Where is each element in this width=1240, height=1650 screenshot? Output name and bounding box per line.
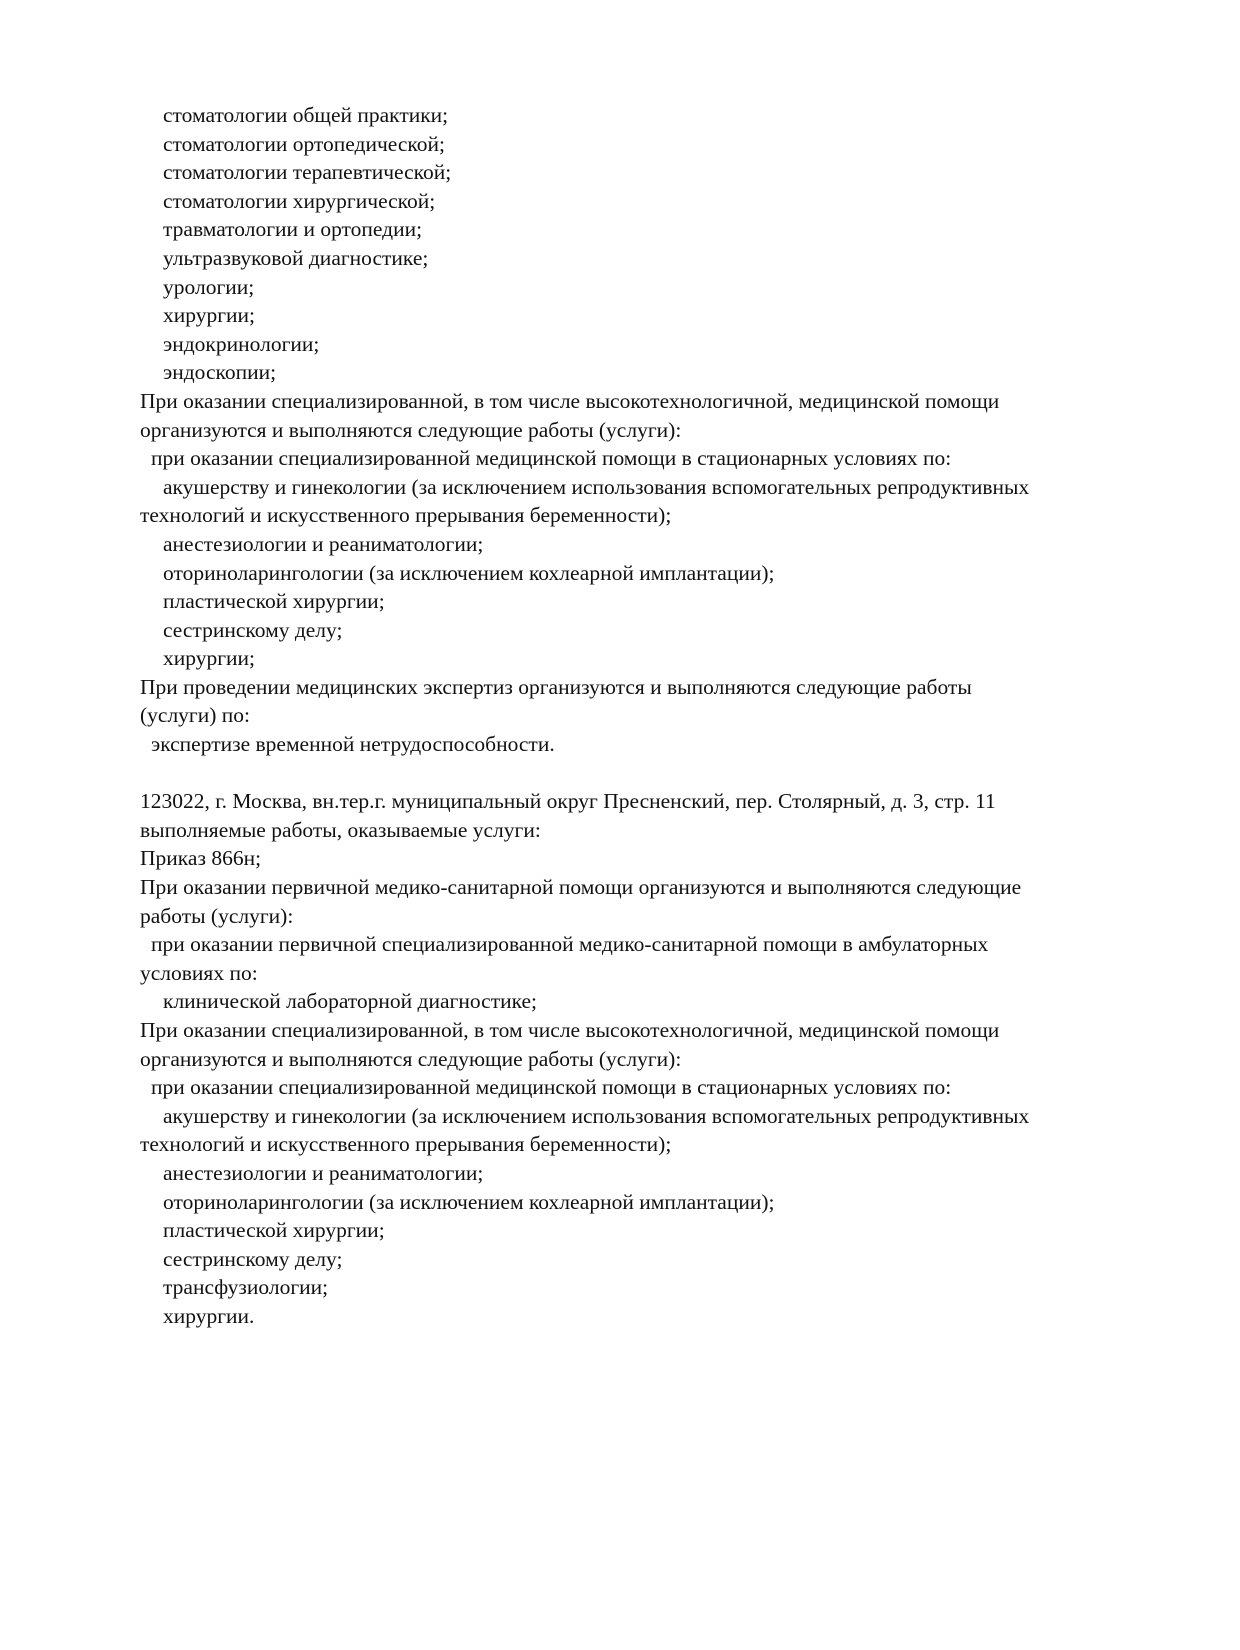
expertise-item: экспертизе временной нетрудоспособности. (151, 732, 555, 757)
list-item: хирургии. (163, 1303, 255, 1328)
inpatient-subheading: при оказании специализированной медицинской помощи в стационарных условиях по: (151, 446, 952, 471)
list-item: трансфузиологии; (163, 1275, 329, 1300)
list-item: эндоскопии; (163, 360, 277, 385)
list-item: сестринскому делу; (163, 617, 343, 642)
list-item: стоматологии терапевтической; (163, 160, 452, 185)
list-item: стоматологии ортопедической; (163, 131, 446, 156)
document-page (140, 101, 1140, 1331)
list-item: анестезиологии и реаниматологии; (163, 531, 484, 556)
specialized-care-heading: При оказании специализированной, в том числе высокотехнологичной, медицинской помощи (140, 1018, 1000, 1042)
list-item-wrap: технологий и искусственного прерывания беременности); (140, 503, 672, 528)
list-continued (140, 101, 1140, 387)
list-item: урологии; (163, 274, 255, 299)
primary-care-heading-cont: работы (услуги): (140, 903, 294, 928)
list-item: ультразвуковой диагностике; (163, 245, 429, 270)
spacer (140, 759, 1140, 788)
inpatient-list (140, 473, 1140, 673)
outpatient-subheading: при оказании первичной специализированной медико-санитарной помощи в амбулаторных (151, 932, 989, 957)
list-item: стоматологии хирургической; (163, 188, 436, 213)
list-item: хирургии; (163, 303, 256, 328)
expertise-heading-cont: (услуги) по: (140, 703, 251, 728)
list-item-wrap: технологий и искусственного прерывания беременности); (140, 1132, 672, 1157)
list-item: пластической хирургии; (163, 1218, 385, 1243)
list-item: акушерству и гинекологии (за исключением использования вспомогательных репродуктивных (163, 474, 1030, 499)
list-item: акушерству и гинекологии (за исключением использования вспомогательных репродуктивных (163, 1103, 1030, 1128)
list-item: оториноларингологии (за исключением кохлеарной имплантации); (163, 560, 775, 585)
outpatient-subheading-cont: условиях по: (140, 960, 258, 985)
specialized-care-heading-cont: организуются и выполняются следующие работы (услуги): (140, 1046, 682, 1071)
specialized-care-heading: При оказании специализированной, в том числе высокотехнологичной, медицинской помощи (140, 388, 1000, 413)
inpatient-list (140, 1102, 1140, 1331)
list-item: стоматологии общей практики; (163, 103, 449, 127)
list-item: травматологии и ортопедии; (163, 217, 423, 242)
list-item: анестезиологии и реаниматологии; (163, 1160, 484, 1185)
list-item: клинической лабораторной диагностике; (163, 989, 538, 1014)
specialized-care-heading-cont: организуются и выполняются следующие работы (услуги): (140, 417, 682, 442)
list-item: хирургии; (163, 646, 256, 671)
order-reference: Приказ 866н; (140, 846, 262, 871)
expertise-heading: При проведении медицинских экспертиз организуются и выполняются следующие работы (140, 674, 972, 699)
list-item: оториноларингологии (за исключением кохлеарной имплантации); (163, 1189, 775, 1214)
services-label: выполняемые работы, оказываемые услуги: (140, 817, 541, 842)
list-item: сестринскому делу; (163, 1246, 343, 1271)
list-item: эндокринологии; (163, 331, 320, 356)
list-item: пластической хирургии; (163, 589, 385, 614)
primary-care-heading: При оказании первичной медико-санитарной помощи организуются и выполняются следующие (140, 875, 1022, 900)
inpatient-subheading: при оказании специализированной медицинской помощи в стационарных условиях по: (151, 1075, 952, 1100)
address: 123022, г. Москва, вн.тер.г. муниципальный округ Пресненский, пер. Столярный, д. 3, стр. 11 (140, 789, 996, 814)
